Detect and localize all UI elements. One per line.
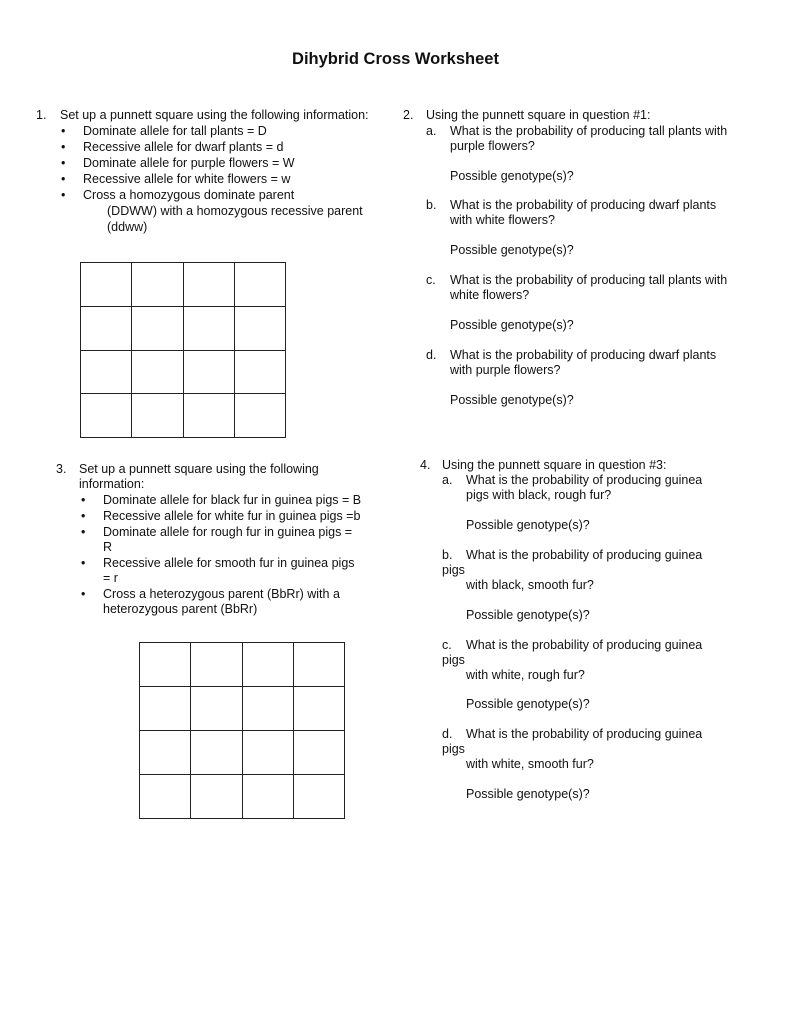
punnett-cell[interactable] bbox=[293, 687, 344, 731]
punnett-cell[interactable] bbox=[183, 350, 234, 394]
q1-bullet: Recessive allele for white flowers = w bbox=[83, 172, 291, 186]
q3-bullet-continued: heterozygous parent (BbRr) bbox=[103, 602, 258, 616]
q3-bullet: Recessive allele for smooth fur in guinea pigs bbox=[103, 556, 355, 570]
q3-bullet-continued: = r bbox=[103, 571, 118, 585]
q3-bullet: Dominate allele for black fur in guinea pigs = B bbox=[103, 493, 362, 507]
punnett-cell[interactable] bbox=[242, 775, 293, 819]
q4a-genotype: Possible genotype(s)? bbox=[466, 518, 590, 532]
q2b-text: What is the probability of producing dwarf plants bbox=[450, 198, 717, 212]
q4a-text: pigs with black, rough fur? bbox=[466, 488, 612, 502]
q4d-genotype: Possible genotype(s)? bbox=[466, 787, 590, 801]
q4a-label: a. bbox=[442, 473, 453, 487]
q4a-text: What is the probability of producing guinea bbox=[466, 473, 703, 487]
q2-text: Using the punnett square in question #1: bbox=[426, 108, 651, 122]
q4b-text: What is the probability of producing guinea bbox=[466, 548, 703, 562]
bullet-icon: • bbox=[81, 556, 86, 570]
q2c-genotype: Possible genotype(s)? bbox=[450, 318, 574, 332]
q3-bullet: Dominate allele for rough fur in guinea pigs = bbox=[103, 525, 353, 539]
punnett-square-3 bbox=[139, 642, 345, 819]
punnett-cell[interactable] bbox=[132, 394, 183, 438]
punnett-cell[interactable] bbox=[81, 263, 132, 307]
bullet-icon: • bbox=[81, 493, 86, 507]
punnett-cell[interactable] bbox=[242, 687, 293, 731]
q2d-label: d. bbox=[426, 348, 437, 362]
punnett-cell[interactable] bbox=[191, 731, 242, 775]
q2d-genotype: Possible genotype(s)? bbox=[450, 393, 574, 407]
punnett-cell[interactable] bbox=[140, 731, 191, 775]
q3-text: Set up a punnett square using the following bbox=[79, 462, 319, 476]
q4d-text: pigs bbox=[442, 742, 465, 756]
punnett-cell[interactable] bbox=[234, 306, 285, 350]
punnett-cell[interactable] bbox=[132, 263, 183, 307]
punnett-cell[interactable] bbox=[293, 731, 344, 775]
q2-number: 2. bbox=[403, 108, 414, 122]
punnett-cell[interactable] bbox=[191, 643, 242, 687]
punnett-cell[interactable] bbox=[183, 306, 234, 350]
q1-bullet: Cross a homozygous dominate parent bbox=[83, 188, 295, 202]
q3-number: 3. bbox=[56, 462, 67, 476]
punnett-cell[interactable] bbox=[81, 306, 132, 350]
punnett-cell[interactable] bbox=[81, 350, 132, 394]
punnett-square-1 bbox=[80, 262, 286, 438]
bullet-icon: • bbox=[61, 188, 66, 202]
q2a-text: What is the probability of producing tall plants with bbox=[450, 124, 728, 138]
punnett-cell[interactable] bbox=[293, 643, 344, 687]
q2c-text: What is the probability of producing tall plants with bbox=[450, 273, 728, 287]
bullet-icon: • bbox=[61, 140, 66, 154]
punnett-cell[interactable] bbox=[234, 394, 285, 438]
q2d-text: with purple flowers? bbox=[450, 363, 561, 377]
punnett-cell[interactable] bbox=[191, 687, 242, 731]
bullet-icon: • bbox=[81, 525, 86, 539]
q2d-text: What is the probability of producing dwarf plants bbox=[450, 348, 717, 362]
q4-text: Using the punnett square in question #3: bbox=[442, 458, 667, 472]
page-title: Dihybrid Cross Worksheet bbox=[292, 50, 499, 68]
punnett-cell[interactable] bbox=[234, 263, 285, 307]
q4b-text: pigs bbox=[442, 563, 465, 577]
q2b-label: b. bbox=[426, 198, 437, 212]
q2b-genotype: Possible genotype(s)? bbox=[450, 243, 574, 257]
q3-bullet: Cross a heterozygous parent (BbRr) with a bbox=[103, 587, 340, 601]
q4c-text: What is the probability of producing guinea bbox=[466, 638, 703, 652]
q4b-label: b. bbox=[442, 548, 453, 562]
q4b-genotype: Possible genotype(s)? bbox=[466, 608, 590, 622]
q1-bullet: Recessive allele for dwarf plants = d bbox=[83, 140, 284, 154]
punnett-cell[interactable] bbox=[183, 394, 234, 438]
q1-bullet-continued: (DDWW) with a homozygous recessive parent bbox=[107, 204, 363, 218]
q1-text: Set up a punnett square using the following information: bbox=[60, 108, 369, 122]
q4d-text: with white, smooth fur? bbox=[466, 757, 594, 771]
q2a-genotype: Possible genotype(s)? bbox=[450, 169, 574, 183]
q4c-genotype: Possible genotype(s)? bbox=[466, 697, 590, 711]
bullet-icon: • bbox=[61, 172, 66, 186]
bullet-icon: • bbox=[81, 509, 86, 523]
q1-bullet-continued: (ddww) bbox=[107, 220, 148, 234]
q3-bullet-continued: R bbox=[103, 540, 113, 554]
punnett-cell[interactable] bbox=[242, 643, 293, 687]
q4-number: 4. bbox=[420, 458, 431, 472]
punnett-cell[interactable] bbox=[140, 643, 191, 687]
q2b-text: with white flowers? bbox=[450, 213, 555, 227]
punnett-cell[interactable] bbox=[183, 263, 234, 307]
q2a-text: purple flowers? bbox=[450, 139, 535, 153]
q4c-label: c. bbox=[442, 638, 452, 652]
punnett-cell[interactable] bbox=[191, 775, 242, 819]
punnett-cell[interactable] bbox=[81, 394, 132, 438]
punnett-cell[interactable] bbox=[132, 306, 183, 350]
q2c-text: white flowers? bbox=[450, 288, 530, 302]
bullet-icon: • bbox=[81, 587, 86, 601]
bullet-icon: • bbox=[61, 124, 66, 138]
q4d-label: d. bbox=[442, 727, 453, 741]
punnett-cell[interactable] bbox=[132, 350, 183, 394]
punnett-cell[interactable] bbox=[140, 775, 191, 819]
punnett-cell[interactable] bbox=[242, 731, 293, 775]
punnett-cell[interactable] bbox=[293, 775, 344, 819]
bullet-icon: • bbox=[61, 156, 66, 170]
q3-bullet: Recessive allele for white fur in guinea pigs =b bbox=[103, 509, 361, 523]
q4c-text: pigs bbox=[442, 653, 465, 667]
q4c-text: with white, rough fur? bbox=[466, 668, 585, 682]
punnett-cell[interactable] bbox=[234, 350, 285, 394]
q3-text: information: bbox=[79, 477, 145, 491]
q1-number: 1. bbox=[36, 108, 47, 122]
q4b-text: with black, smooth fur? bbox=[466, 578, 594, 592]
q2c-label: c. bbox=[426, 273, 436, 287]
q2a-label: a. bbox=[426, 124, 437, 138]
q1-bullet: Dominate allele for tall plants = D bbox=[83, 124, 267, 138]
punnett-cell[interactable] bbox=[140, 687, 191, 731]
q1-bullet: Dominate allele for purple flowers = W bbox=[83, 156, 295, 170]
q4d-text: What is the probability of producing guinea bbox=[466, 727, 703, 741]
